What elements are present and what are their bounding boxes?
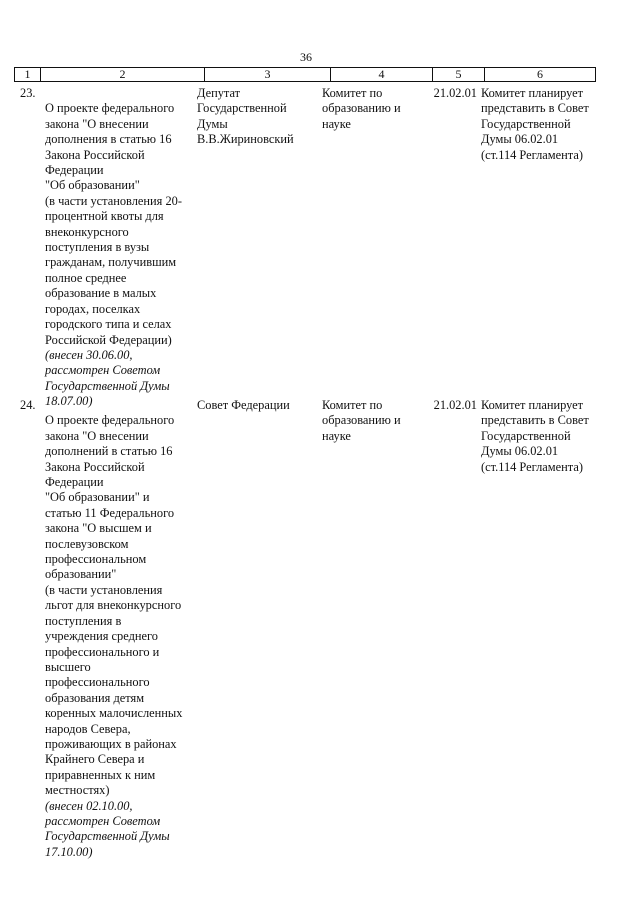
column-header-6: 6 [537,67,543,81]
column-header-3: 3 [205,68,331,81]
consideration-date: 21.02.01 [433,86,477,100]
bill-title [45,86,195,425]
bill-title-text: О проекте федерального закона "О внесении дополнений в статью 16 Закона Российской Федерации "Об образовании" и статью 11 Федерального закона "О высшем и послевузовском профессиональном образовании" (в части установления льгот для внеконкурсного поступления в учреждения среднего профессионального и высшего профессионального образования детям коренных малочисленных народов Севера, проживающих в районах Крайнего Севера и приравненных к ним местностях) [45,413,183,798]
consideration-date: 21.02.01 [433,398,477,412]
row-number: 23. [20,86,36,100]
responsible-committee: Комитет по образованию и науке [322,398,401,443]
column-header-2: 2 [41,68,205,81]
bill-title-text: О проекте федерального закона "О внесении дополнения в статью 16 Закона Российской Федерации "Об образовании" (в части установления 20- процентной квоты для внеконкурсного поступления в вузы гражданам, получившим полное среднее образование в малых городах, поселках городского типа и селах Российской Федерации) [45,101,182,347]
column-header-1: 1 [15,68,41,81]
committee-note: Комитет планирует представить в Совет Государственной Думы 06.02.01 (ст.114 Регламента) [481,398,589,474]
column-header-5: 5 [433,68,485,81]
bill-status: (внесен 02.10.00, рассмотрен Советом Государственной Думы 17.10.00) [45,798,170,859]
committee-note: Комитет планирует представить в Совет Государственной Думы 06.02.01 (ст.114 Регламента) [481,86,589,162]
table-header [14,67,596,82]
bill-author: Совет Федерации [197,398,290,412]
bill-title [45,398,195,876]
bill-author: Депутат Государственной Думы В.В.Жириновский [197,86,294,147]
page-number: 36 [300,50,312,64]
row-number: 24. [20,398,36,412]
bill-status: (внесен 30.06.00, рассмотрен Советом Государственной Думы 18.07.00) [45,347,170,409]
column-header-4: 4 [331,68,433,81]
responsible-committee: Комитет по образованию и науке [322,86,401,131]
